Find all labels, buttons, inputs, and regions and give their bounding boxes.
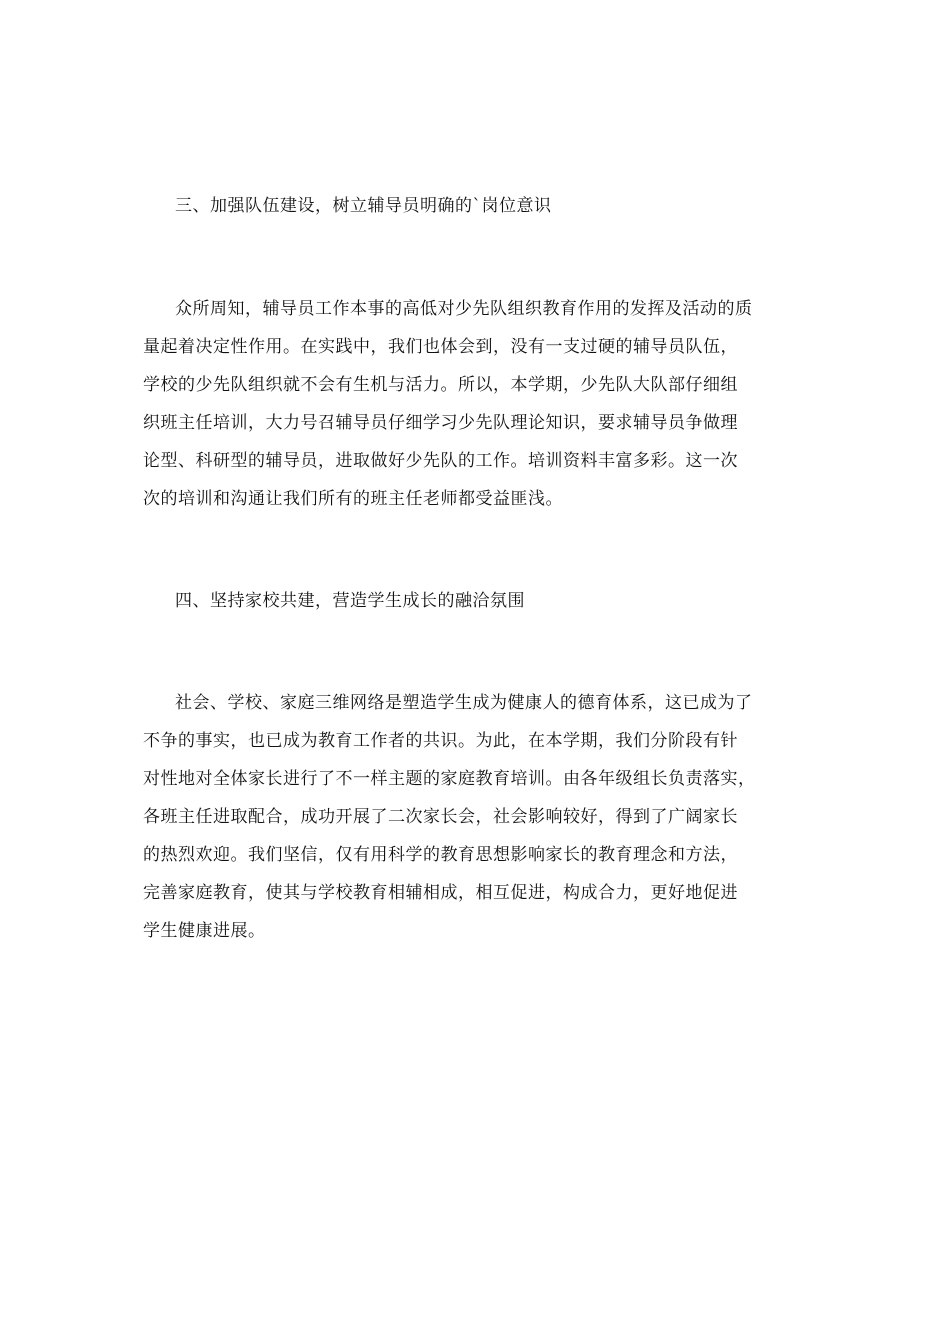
paragraph-line: 对性地对全体家长进行了不一样主题的家庭教育培训。由各年级组长负责落实， <box>143 769 756 789</box>
paragraph-line: 的热烈欢迎。我们坚信，仅有用科学的教育思想影响家长的教育理念和方法， <box>143 845 738 865</box>
paragraph-line: 量起着决定性作用。在实践中，我们也体会到，没有一支过硬的辅导员队伍， <box>143 337 738 357</box>
paragraph-line: 各班主任进取配合，成功开展了二次家长会，社会影响较好，得到了广阔家长 <box>143 807 738 827</box>
paragraph-line: 社会、学校、家庭三维网络是塑造学生成为健康人的德育体系，这已成为了 <box>175 693 753 713</box>
paragraph-line: 学生健康进展。 <box>143 921 266 941</box>
section-paragraph <box>143 684 813 950</box>
paragraph-line: 论型、科研型的辅导员，进取做好少先队的工作。培训资料丰富多彩。这一次 <box>143 451 738 471</box>
paragraph-line: 不争的事实，也已成为教育工作者的共识。为此，在本学期，我们分阶段有针 <box>143 731 738 751</box>
paragraph-line: 织班主任培训，大力号召辅导员仔细学习少先队理论知识，要求辅导员争做理 <box>143 413 738 433</box>
paragraph-line: 众所周知，辅导员工作本事的高低对少先队组织教育作用的发挥及活动的质 <box>175 299 753 319</box>
section-paragraph <box>143 290 813 518</box>
section-heading: 三、加强队伍建设，树立辅导员明确的`岗位意识 <box>175 196 552 216</box>
section-heading: 四、坚持家校共建，营造学生成长的融洽氛围 <box>175 591 525 611</box>
paragraph-line: 学校的少先队组织就不会有生机与活力。所以，本学期，少先队大队部仔细组 <box>143 375 738 395</box>
paragraph-line: 完善家庭教育，使其与学校教育相辅相成，相互促进，构成合力，更好地促进 <box>143 883 738 903</box>
paragraph-line: 次的培训和沟通让我们所有的班主任老师都受益匪浅。 <box>143 489 563 509</box>
